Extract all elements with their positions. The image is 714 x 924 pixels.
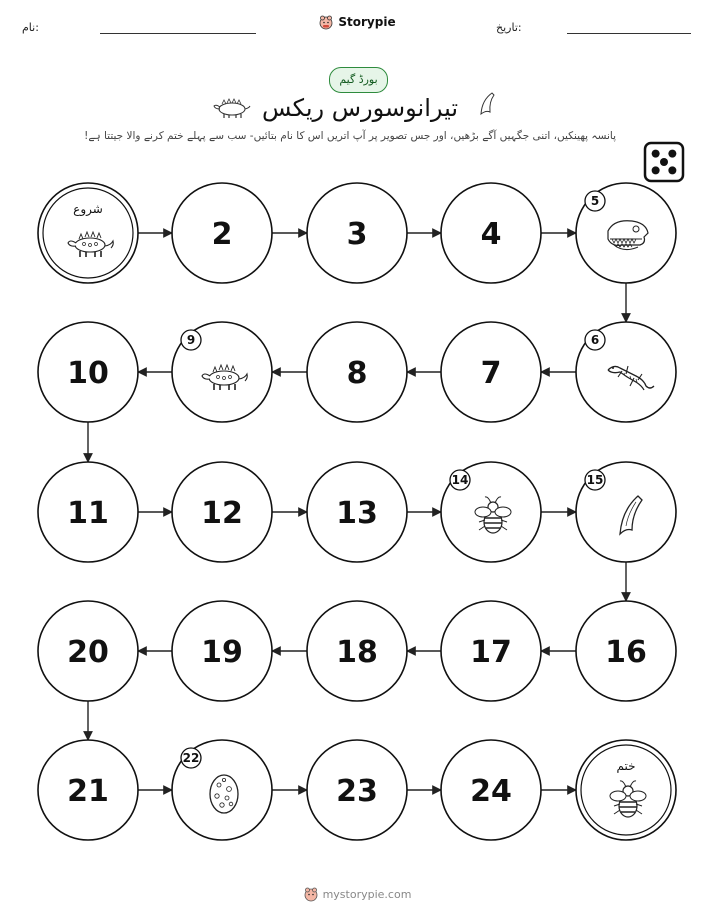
brand-name: Storypie xyxy=(338,15,396,29)
board-space-15[interactable] xyxy=(576,462,676,562)
space-number: 21 xyxy=(67,774,109,809)
date-label: تاریخ: xyxy=(496,21,522,34)
footer-url[interactable]: mystorypie.com xyxy=(322,887,412,901)
board-space-7[interactable] xyxy=(441,322,541,422)
space-number-badge: 14 xyxy=(451,473,469,487)
dice-pip xyxy=(652,166,660,174)
space-number-badge: 15 xyxy=(586,473,604,487)
space-number: 3 xyxy=(346,217,368,252)
board-space-10[interactable] xyxy=(38,322,138,422)
space-number: 12 xyxy=(201,496,243,531)
board-space-22[interactable] xyxy=(172,740,272,840)
space-number-badge: 22 xyxy=(182,751,200,765)
board-space-5[interactable] xyxy=(576,183,676,283)
board-space-23[interactable] xyxy=(307,740,407,840)
board-space-16[interactable] xyxy=(576,601,676,701)
dice-pip xyxy=(668,166,676,174)
board-space-6[interactable] xyxy=(576,322,676,422)
board-space-9[interactable] xyxy=(172,322,272,422)
board-space-17[interactable] xyxy=(441,601,541,701)
board-space-13[interactable] xyxy=(307,462,407,562)
space-number: 23 xyxy=(336,774,378,809)
finish-label: ختم xyxy=(616,759,636,773)
board-space-21[interactable] xyxy=(38,740,138,840)
space-number: 20 xyxy=(67,635,109,670)
instructions-text: پانسہ پھینکیں، اتنی جگہیں آگے بڑھیں، اور جس تصویر پر آپ اتریں اس کا نام بتائیں- سب سے پہلے ختم کرنے والا جیتتا ہے! xyxy=(84,130,616,142)
name-label: نام: xyxy=(22,21,39,34)
dice-pip xyxy=(652,150,660,158)
space-number: 17 xyxy=(470,635,512,670)
space-number: 2 xyxy=(211,217,233,252)
board-space-19[interactable] xyxy=(172,601,272,701)
board-space-24[interactable] xyxy=(441,740,541,840)
space-number-badge: 6 xyxy=(590,333,600,347)
board-space-18[interactable] xyxy=(307,601,407,701)
board-space-3[interactable] xyxy=(307,183,407,283)
space-number: 16 xyxy=(605,635,647,670)
storypie-footer-logo-icon xyxy=(303,886,319,902)
start-label: شروع xyxy=(73,202,103,216)
board-space-2[interactable] xyxy=(172,183,272,283)
space-number: 10 xyxy=(67,356,109,391)
space-number: 4 xyxy=(480,217,502,252)
board-space-12[interactable] xyxy=(172,462,272,562)
board-space-25[interactable] xyxy=(576,740,676,840)
space-number: 8 xyxy=(346,356,368,391)
space-number-badge: 9 xyxy=(186,333,196,347)
board-space-20[interactable] xyxy=(38,601,138,701)
footer xyxy=(0,886,714,902)
board-space-11[interactable] xyxy=(38,462,138,562)
space-number: 13 xyxy=(336,496,378,531)
board-space-8[interactable] xyxy=(307,322,407,422)
board-game-badge: بورڈ گیم xyxy=(329,67,388,93)
dice-pip xyxy=(660,158,668,166)
space-number-badge: 5 xyxy=(590,194,600,208)
dice-pip xyxy=(668,150,676,158)
space-number: 24 xyxy=(470,774,512,809)
board-space-1[interactable] xyxy=(38,183,138,283)
space-number: 19 xyxy=(201,635,243,670)
space-number: 18 xyxy=(336,635,378,670)
space-number: 11 xyxy=(67,496,109,531)
space-number: 7 xyxy=(480,356,502,391)
dice-icon[interactable] xyxy=(645,143,683,181)
board-space-14[interactable] xyxy=(441,462,541,562)
dino-egg-icon xyxy=(210,775,238,813)
board-space-4[interactable] xyxy=(441,183,541,283)
page-title: تیرانوسورس ریکس xyxy=(261,94,459,122)
